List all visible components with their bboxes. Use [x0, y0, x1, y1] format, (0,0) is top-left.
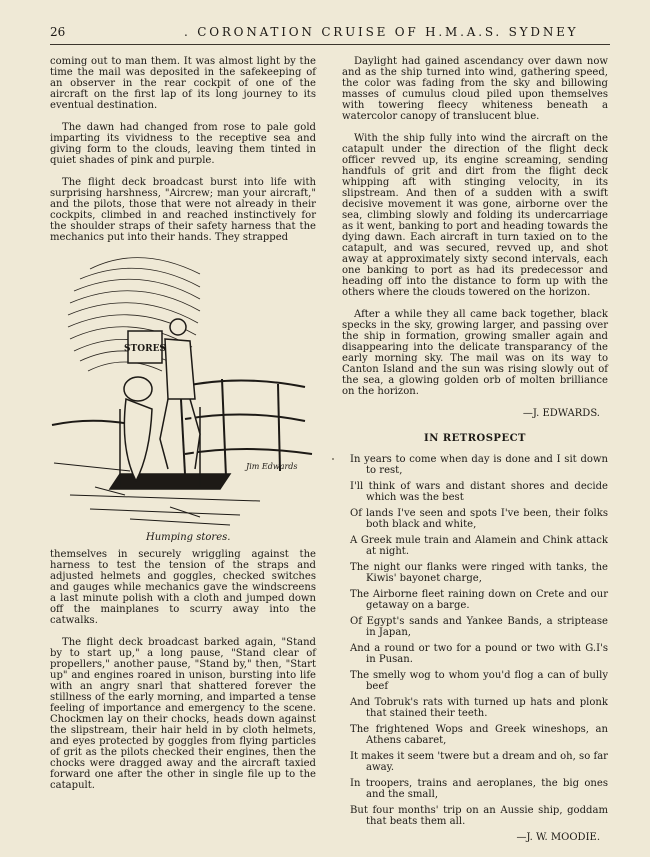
- second-figure: [124, 377, 152, 481]
- poem-couplet: In troopers, trains and aeroplanes, the big ones and the small,: [350, 778, 608, 800]
- poem-author: —J. W. MOODIE.: [516, 832, 600, 843]
- paragraph: The flight deck broadcast barked again, "Stand by to start up," a long pause, "Stand clear of propellers," another pause, "Stand by," then, "Start up" and engines roared in unison, bursting into life with an angry snarl that shattered forever the stillness of the early morning, and imparted a tense feeling of importance and emergency to the scene. Chockmen lay on their chocks, heads down against the slipstream, their hair held in by cloth helmets, and eyes protected by goggles from flying particles of grit as the pilots checked their engines, then the chocks were dragged away and the aircraft taxied forward one after the other in single file up to the catapult.: [50, 637, 316, 791]
- cartoon-illustration: [50, 249, 316, 541]
- poem-couplet: The night our flanks were ringed with tanks, the Kiwis' bayonet charge,: [350, 562, 608, 584]
- right-column: [342, 56, 608, 857]
- paragraph: Daylight had gained ascendancy over dawn now and as the ship turned into wind, gathering speed, the color was fading from the sky and billowing masses of cumulus cloud piled upon themselves with towering fleecy whiteness beneath a watercolor canopy of translucent blue.: [342, 56, 608, 122]
- poem-couplet: A Greek mule train and Alamein and Chink attack at night.: [350, 535, 608, 557]
- artist-signature: Jim Edwards: [246, 462, 298, 471]
- deck-lines: [54, 463, 260, 525]
- paragraph: The flight deck broadcast burst into life with surprising harshness, "Aircrew; man your aircraft," and the pilots, those that were not already in their cockpits, climbed in and reached instinctively for the shoulder straps of their safety harness that the mechanics put into their hands. They strapped: [50, 177, 316, 243]
- box-label: STORES: [124, 344, 166, 354]
- poem-couplet: I'll think of wars and distant shores and decide which was the best: [350, 481, 608, 503]
- poem-couplet: But four months' trip on an Aussie ship, goddam that beats them all.: [350, 805, 608, 827]
- paragraph: The dawn had changed from rose to pale gold imparting its vividness to the receptive sea and giving form to the clouds, leaving them tinted in quiet shades of pink and purple.: [50, 122, 316, 166]
- paragraph: With the ship fully into wind the aircraft on the catapult under the direction of the flight deck officer revved up, its engine screaming, sending handfuls of grit and dirt from the flight deck whipping aft with stinging velocity, in its slipstream. And then of a sudden with a swift decisive movement it was gone, airborne over the sea, climbing slowly and folding its undercarriage as it went, banking to port and heading towards the dying dawn. Each aircraft in turn taxied on to the catapult, and was secured, revved up, and shot away at approximately sixty second intervals, each one banking to port as had its predecessor and heading off into the distance to form up with the others where the clouds towered on the horizon.: [342, 133, 608, 298]
- left-column: [50, 56, 316, 802]
- poem-couplet: The frightened Wops and Greek wineshops, an Athens cabaret,: [350, 724, 608, 746]
- illustration-caption: Humping stores.: [146, 532, 231, 543]
- poem-couplet: It makes it seem 'twere but a dream and oh, so far away.: [350, 751, 608, 773]
- poem-couplet: And Tobruk's rats with turned up hats and plonk that stained their teeth.: [350, 697, 608, 719]
- page-number: 26: [50, 25, 66, 39]
- poem-couplet: The Airborne fleet raining down on Crete and our getaway on a barge.: [350, 589, 608, 611]
- poem-couplet: Of Egypt's sands and Yankee Bands, a striptease in Japan,: [350, 616, 608, 638]
- paragraph: themselves in securely wriggling against the harness to test the tension of the straps and adjusted helmets and goggles, checked switches and gauges while mechanics gave the windscreens a last minute polish with a cloth and jumped down off the mainplanes to scurry away into the catwalks.: [50, 549, 316, 626]
- running-header: [50, 25, 610, 41]
- author-signature: —J. EDWARDS.: [522, 408, 600, 419]
- header-rule: [50, 44, 610, 45]
- poem-couplet: Of lands I've seen and spots I've been, their folks both black and white,: [350, 508, 608, 530]
- running-title: . CORONATION CRUISE OF H.M.A.S. SYDNEY: [184, 25, 579, 39]
- print-speck: [332, 458, 334, 460]
- poem-couplet: In years to come when day is done and I sit down to rest,: [350, 454, 608, 476]
- poem-couplet: And a round or two for a pound or two with G.I's in Pusan.: [350, 643, 608, 665]
- poem: [342, 454, 608, 827]
- cartoon-drawing: [50, 249, 316, 541]
- paragraph: coming out to man them. It was almost light by the time the mail was deposited in the safekeeping of an observer in the rear cockpit of one of the aircraft on the first lap of its long journey to its eventual destination.: [50, 56, 316, 111]
- poem-couplet: The smelly wog to whom you'd flog a can of bully beef: [350, 670, 608, 692]
- paragraph: After a while they all came back together, black specks in the sky, growing larger, and passing over the ship in formation, growing smaller again and disappearing into the delicate transparancy of the early morning sky. The mail was on its way to Canton Island and the sun was rising slowly out of the sea, a glowing golden orb of molten brilliance on the horizon.: [342, 309, 608, 397]
- poem-title: IN RETROSPECT: [424, 433, 526, 444]
